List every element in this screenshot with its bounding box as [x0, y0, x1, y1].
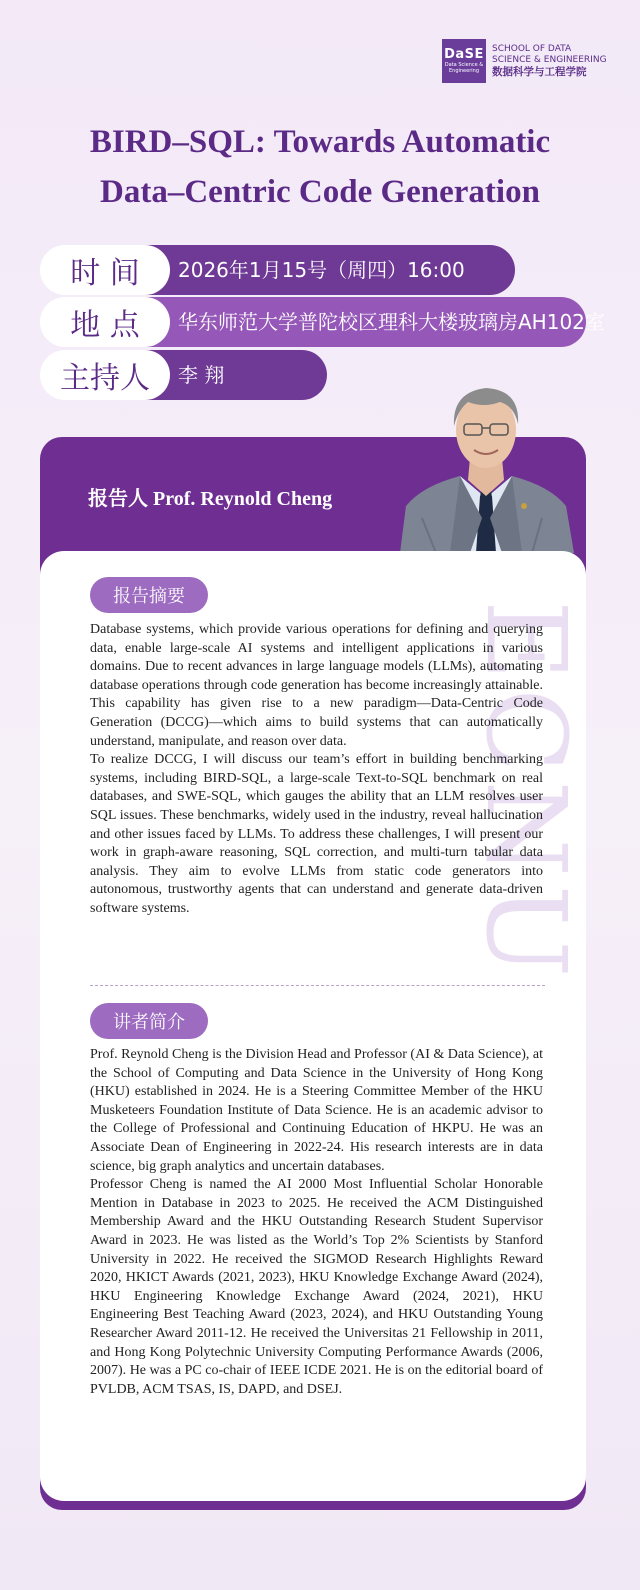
speaker-name: 报告人 Prof. Reynold Cheng	[88, 488, 333, 510]
logo-text	[492, 44, 607, 79]
logo-mark-text: DaSE	[444, 47, 484, 62]
info-label-location: 地 点	[40, 297, 170, 347]
info-value-host: 李 翔	[178, 363, 225, 387]
info-label-time: 时 间	[40, 245, 170, 295]
abstract-heading: 报告摘要	[90, 577, 208, 613]
info-label-host: 主持人	[40, 350, 170, 400]
talk-title-line2: Data–Centric Code Generation	[100, 174, 540, 210]
info-value-location: 华东师范大学普陀校区理科大楼玻璃房AH102室	[178, 310, 605, 334]
logo-mark-subtext: Data Science & Engineering	[444, 62, 484, 74]
school-logo	[442, 38, 607, 84]
bio-paragraph-2: Professor Cheng is named the AI 2000 Most Influential Scholar Honorable Mention in Database in 2023 to 2025. He received the ACM Distinguished Membership Award and the HKU Outstanding Research Student Supervisor Award in 2023. He was listed as the World’s Top 2% Scientists by Stanford University in 2022. He received the SIGMOD Research Highlights Reward 2020, HKICT Awards (2021, 2023), HKU Knowledge Exchange Award (2024), HKU Engineering Knowledge Exchange Award (2024, 2021), HKU Engineering Best Teaching Award (2023, 2024), and HKU Outstanding Young Researcher Award 2011-12. He received the Universitas 21 Fellowship in 2011, and Hong Kong Polytechnic University Computing Performance Awards (2006, 2007). He was a PC co-chair of IEEE ICDE 2021. He is on the editorial board of PVLDB, ACM TSAS, IS, DAPD, and DSEJ.	[90, 1177, 543, 1397]
logo-cn: 数据科学与工程学院	[492, 65, 587, 78]
bio-paragraph-1: Prof. Reynold Cheng is the Division Head and Professor (AI & Data Science), at the School of Computing and Data Science in the University of Hong Kong (HKU) established in 2024. He is a Steering Committee Member of the HKU Musketeers Foundation Institute of Data Science. He is an academic advisor to the College of Professional and Continuing Education of HKPU. He was an Associate Dean of Engineering in 2022-24. His research interests are in data science, big graph analytics and uncertain databases.	[90, 1047, 543, 1174]
speaker-portrait-icon	[392, 378, 580, 553]
logo-en-line1: SCHOOL OF DATA	[492, 43, 572, 54]
info-row-location	[40, 297, 605, 347]
abstract-paragraph-2: To realize DCCG, I will discuss our team’s effort in building benchmarking systems, including BIRD-SQL, a large-scale Text-to-SQL benchmark on real databases, and SWE-SQL, which gauges the ability that an LLM resolves user SQL issues. These benchmarks, widely used in the industry, reveal hallucination and other issues faced by LLMs. To address these challenges, I will present our work in graph-aware reasoning, SQL correction, and multi-turn tabular data analysis. They aim to evolve LLMs from static code generators into autonomous, trustworthy agents that can understand and generate data-driven software systems.	[90, 752, 543, 916]
info-row-host	[40, 350, 327, 400]
speaker-photo	[392, 378, 580, 553]
abstract-text	[90, 621, 543, 919]
ecnu-watermark: ECNU	[462, 600, 590, 986]
talk-title-line1: BIRD–SQL: Towards Automatic	[89, 124, 551, 160]
section-divider	[90, 985, 545, 986]
logo-en-line2: SCIENCE & ENGINEERING	[492, 54, 607, 65]
bio-heading: 讲者简介	[90, 1003, 208, 1039]
info-row-time	[40, 245, 515, 295]
bio-text	[90, 1046, 543, 1399]
abstract-paragraph-1: Database systems, which provide various operations for defining and querying data, enable large-scale AI systems and intelligent applications in various domains. Due to recent advances in large language models (LLMs), automating database operations through code generation has become increasingly attainable. This capability has given rise to a new paradigm—Data-Centric Code Generation (DCCG)—which aims to build systems that can automatically understand, manipulate, and reason over data.	[90, 622, 543, 749]
dase-logo-mark	[442, 39, 486, 83]
info-value-time: 2026年1月15号（周四）16:00	[178, 258, 465, 282]
